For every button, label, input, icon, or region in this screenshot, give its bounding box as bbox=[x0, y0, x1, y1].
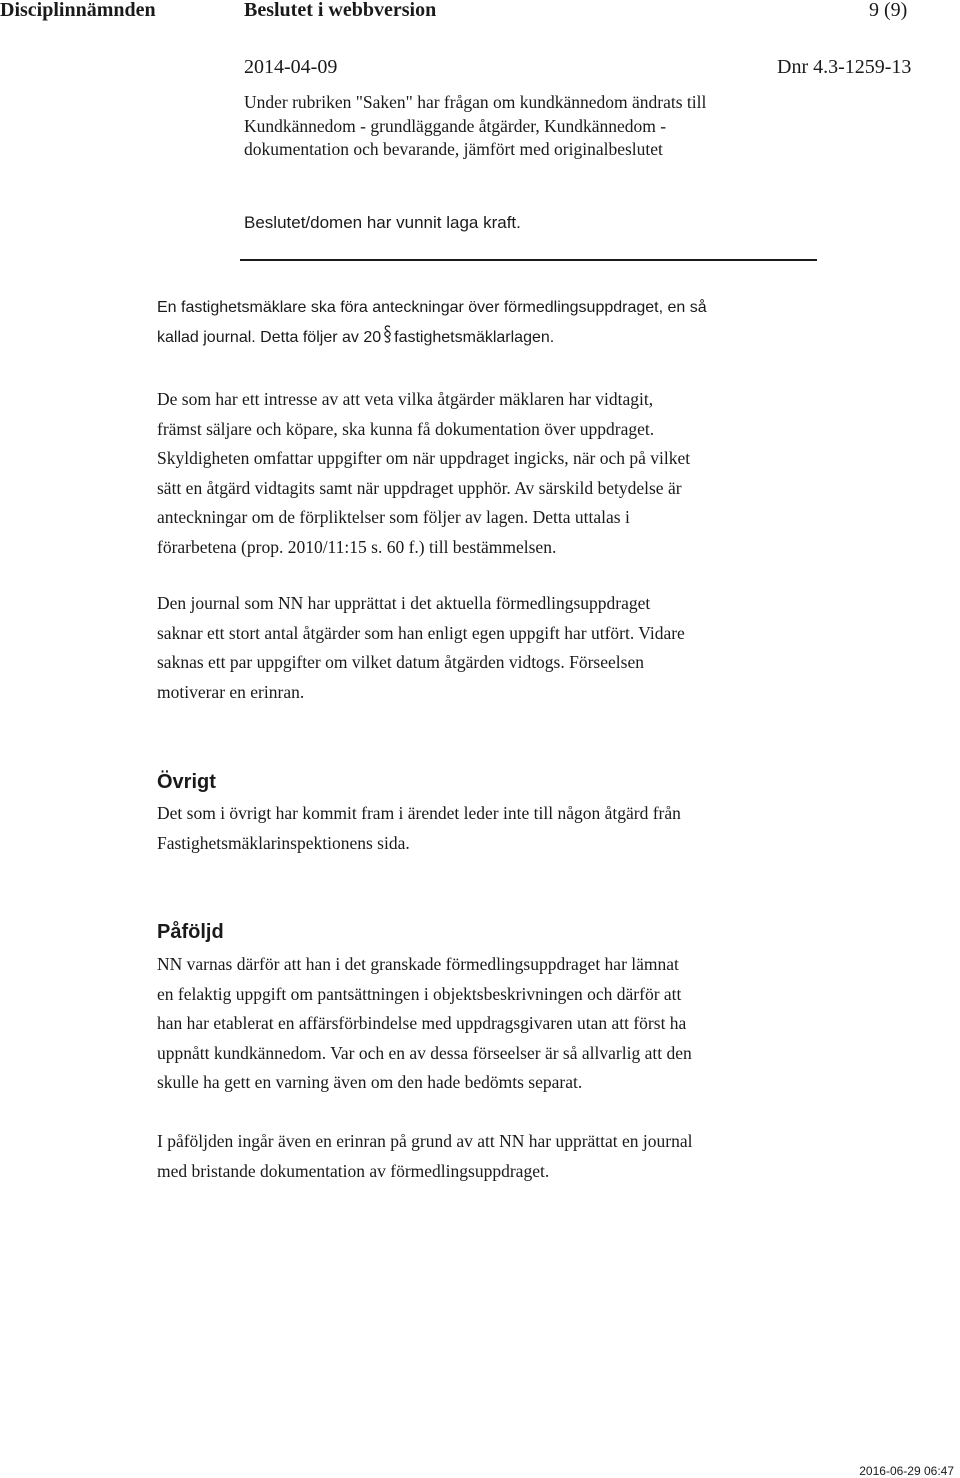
intro-line: Under rubriken "Saken" har frågan om kundkännedom ändrats till bbox=[244, 92, 707, 112]
paragraph-line: Skyldigheten omfattar uppgifter om när uppdraget ingicks, när och på vilket bbox=[157, 448, 691, 468]
paragraph-line: sätt en åtgärd vidtagits samt när uppdraget upphör. Av särskild betydelse är bbox=[157, 477, 682, 498]
legal-force-note: Beslutet/domen har vunnit laga kraft. bbox=[244, 213, 521, 232]
paragraph-line: förarbetena (prop. 2010/11:15 s. 60 f.) till bestämmelsen. bbox=[157, 536, 557, 557]
paragraph-line: En fastighetsmäklare ska föra anteckningar över förmedlingsuppdraget, en så bbox=[157, 299, 707, 316]
paragraph-line-text: fastighetsmäklarlagen. bbox=[394, 329, 555, 346]
paragraph-line: skulle ha gett en varning även om den hade bedömts separat. bbox=[157, 1072, 583, 1092]
page-number: 9 (9) bbox=[869, 0, 908, 21]
paragraph-line: motiverar en erinran. bbox=[157, 681, 305, 702]
paragraph-line: Det som i övrigt har kommit fram i ärendet leder inte till någon åtgärd från bbox=[157, 803, 681, 823]
print-timestamp: 2016-06-29 06:47 bbox=[859, 1464, 954, 1478]
paragraph-line: med bristande dokumentation av förmedlingsuppdraget. bbox=[157, 1160, 550, 1181]
header-doc-type: Beslutet i webbversion bbox=[244, 0, 437, 21]
paragraph-line bbox=[157, 323, 707, 353]
paragraph-line: en felaktig uppgift om pantsättningen i objektsbeskrivningen och därför att bbox=[157, 983, 682, 1004]
paragraph-journal-requirement bbox=[157, 293, 707, 353]
intro-line: Kundkännedom - grundläggande åtgärder, Kundkännedom - bbox=[244, 115, 667, 136]
paragraph-line: saknas ett par uppgifter om vilket datum åtgärden vidtogs. Förseelsen bbox=[157, 652, 644, 672]
paragraph-line: Fastighetsmäklarinspektionens sida. bbox=[157, 832, 410, 853]
intro-line: dokumentation och bevarande, jämfört med originalbeslutet bbox=[244, 139, 663, 159]
paragraph-line: Den journal som NN har upprättat i det aktuella förmedlingsuppdraget bbox=[157, 593, 651, 613]
paragraph-sanction bbox=[157, 950, 692, 1098]
section-sign-icon bbox=[383, 324, 392, 344]
intro-note bbox=[244, 91, 706, 162]
heading-ovrigt: Övrigt bbox=[157, 771, 216, 793]
paragraph-line: anteckningar om de förpliktelser som följer av lagen. Detta uttalas i bbox=[157, 507, 630, 527]
paragraph-sanction-addendum bbox=[157, 1127, 693, 1186]
document-dnr: Dnr 4.3-1259-13 bbox=[777, 56, 912, 78]
paragraph-line: han har etablerat en affärsförbindelse med uppdragsgivaren utan att först ha bbox=[157, 1013, 687, 1033]
paragraph-line: uppnått kundkännedom. Var och en av dessa förseelser är så allvarlig att den bbox=[157, 1042, 692, 1063]
paragraph-line: saknar ett stort antal åtgärder som han enligt egen uppgift har utfört. Vidare bbox=[157, 622, 685, 643]
document-date: 2014-04-09 bbox=[244, 56, 338, 78]
header-org: Disciplinnämnden bbox=[0, 0, 156, 21]
heading-pafoljd: Påföljd bbox=[157, 921, 224, 943]
paragraph-assessment bbox=[157, 589, 685, 707]
paragraph-line: främst säljare och köpare, ska kunna få dokumentation över uppdraget. bbox=[157, 418, 655, 439]
paragraph-line: I påföljden ingår även en erinran på grund av att NN har upprättat en journal bbox=[157, 1131, 693, 1151]
paragraph-documentation bbox=[157, 385, 690, 562]
paragraph-line: NN varnas därför att han i det granskade förmedlingsuppdraget har lämnat bbox=[157, 954, 679, 974]
paragraph-line: De som har ett intresse av att veta vilka åtgärder mäklaren har vidtagit, bbox=[157, 389, 654, 409]
paragraph-line-text: kallad journal. Detta följer av 20 bbox=[157, 329, 382, 346]
paragraph-ovrigt bbox=[157, 799, 681, 858]
section-divider bbox=[240, 259, 817, 261]
